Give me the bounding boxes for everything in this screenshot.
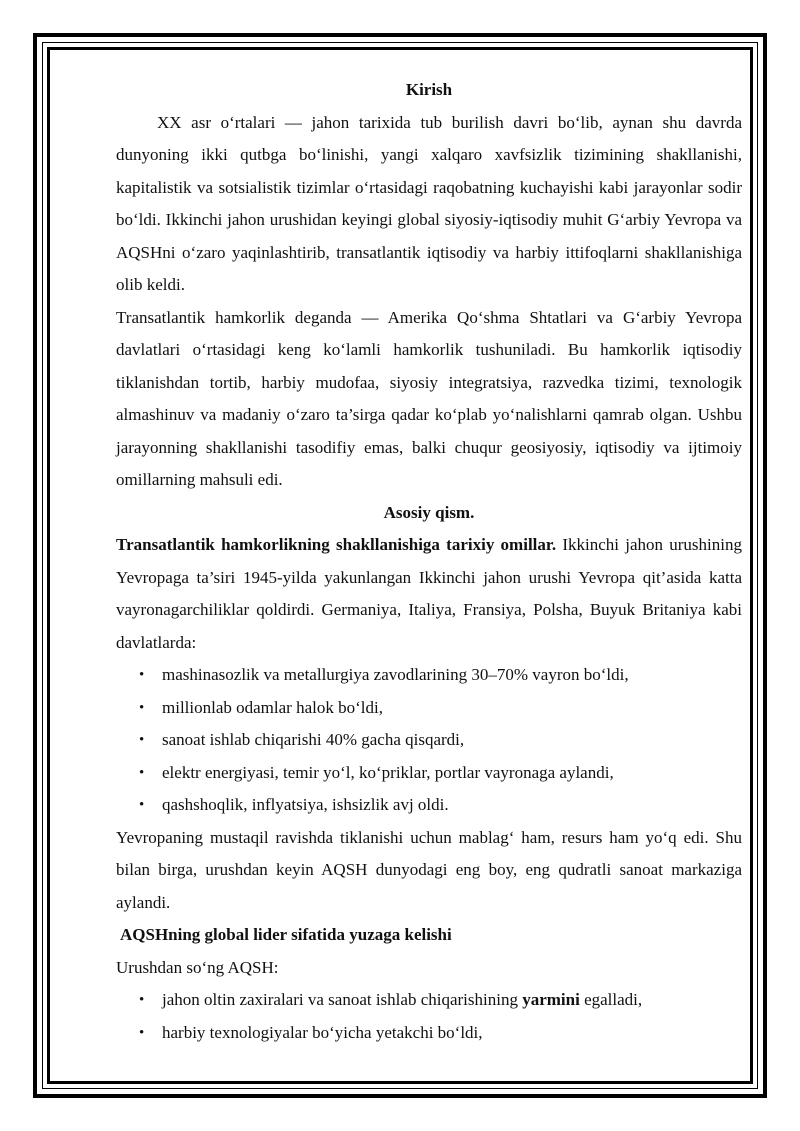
bullet-list-2: [116, 984, 742, 1049]
bullet-text: jahon oltin zaxiralari va sanoat ishlab chiqarishining: [162, 990, 523, 1009]
document-body: [116, 74, 742, 1049]
list-item: • millionlab odamlar halok bo‘ldi,: [116, 692, 742, 725]
list-item: [116, 984, 742, 1017]
section1-title: Transatlantik hamkorlikning shakllanishiga tarixiy omillar.: [116, 535, 557, 554]
intro-paragraph-1: XX asr o‘rtalari — jahon tarixida tub burilish davri bo‘lib, aynan shu davrda dunyoning ikki qutbga bo‘linishi, yangi xalqaro xavfsizlik tizimining shakllanishi, kapitalistik va sotsialistik tizimlar o‘rtasidagi raqobatning kuchayishi kabi jarayonlar sodir bo‘ldi. Ikkinchi jahon urushidan keyingi global siyosiy-iqtisodiy muhit G‘arbiy Yevropa va AQSHni o‘zaro yaqinlashtirib, transatlantik iqtisodiy va harbiy ittifoqlarni shakllanishiga olib keldi.: [116, 112, 742, 294]
list-item: • elektr energiyasi, temir yo‘l, ko‘priklar, portlar vayronaga aylandi,: [116, 757, 742, 790]
section1-paragraph: [116, 529, 742, 659]
list-item: • sanoat ishlab chiqarishi 40% gacha qisqardi,: [116, 724, 742, 757]
intro-paragraph-2: Transatlantik hamkorlik deganda — Amerika Qo‘shma Shtatlari va G‘arbiy Yevropa davlatlari o‘rtasidagi keng ko‘lamli hamkorlik tushuniladi. Bu hamkorlik iqtisodiy tiklanishdan tortib, harbiy mudofaa, siyosiy integratsiya, razvedka tizimi, texnologik almashinuv va madaniy o‘zaro ta’sirga qadar ko‘plab yo‘nalishlarni qamrab olgan. Ushbu jarayonning shakllanishi tasodifiy emas, balki chuqur geosiyosiy, iqtisodiy va ijtimoiy omillarning mahsuli edi.: [116, 307, 742, 489]
bullet-list-1: [116, 659, 742, 822]
bullet-text: egalladi,: [579, 990, 643, 1009]
intro-heading: Kirish: [405, 80, 453, 99]
section1-text: Ikkinchi jahon urushining Yevropaga ta’siri 1945-yilda yakunlangan Ikkinchi jahon urushi Yevropa qit’asida katta vayronagarchiliklar qoldirdi. Germaniya, Italiya, Fransiya, Polsha, Buyuk Britaniya kabi davlatlarda:: [116, 535, 742, 652]
section2-heading: AQSHning global lider sifatida yuzaga kelishi: [120, 925, 452, 944]
list-item: • harbiy texnologiyalar bo‘yicha yetakchi bo‘ldi,: [116, 1017, 742, 1050]
after-list-paragraph: Yevropaning mustaqil ravishda tiklanishi uchun mablag‘ ham, resurs ham yo‘q edi. Shu bilan birga, urushdan keyin AQSH dunyodagi eng boy, eng qudratli sanoat markaziga aylandi.: [116, 827, 742, 912]
section2-intro: Urushdan so‘ng AQSH:: [116, 957, 279, 977]
main-heading: Asosiy qism.: [383, 502, 475, 522]
bullet-emphasis: yarmini: [522, 990, 580, 1009]
list-item: • mashinasozlik va metallurgiya zavodlarining 30–70% vayron bo‘ldi,: [116, 659, 742, 692]
list-item: • qashshoqlik, inflyatsiya, ishsizlik avj oldi.: [116, 789, 742, 822]
